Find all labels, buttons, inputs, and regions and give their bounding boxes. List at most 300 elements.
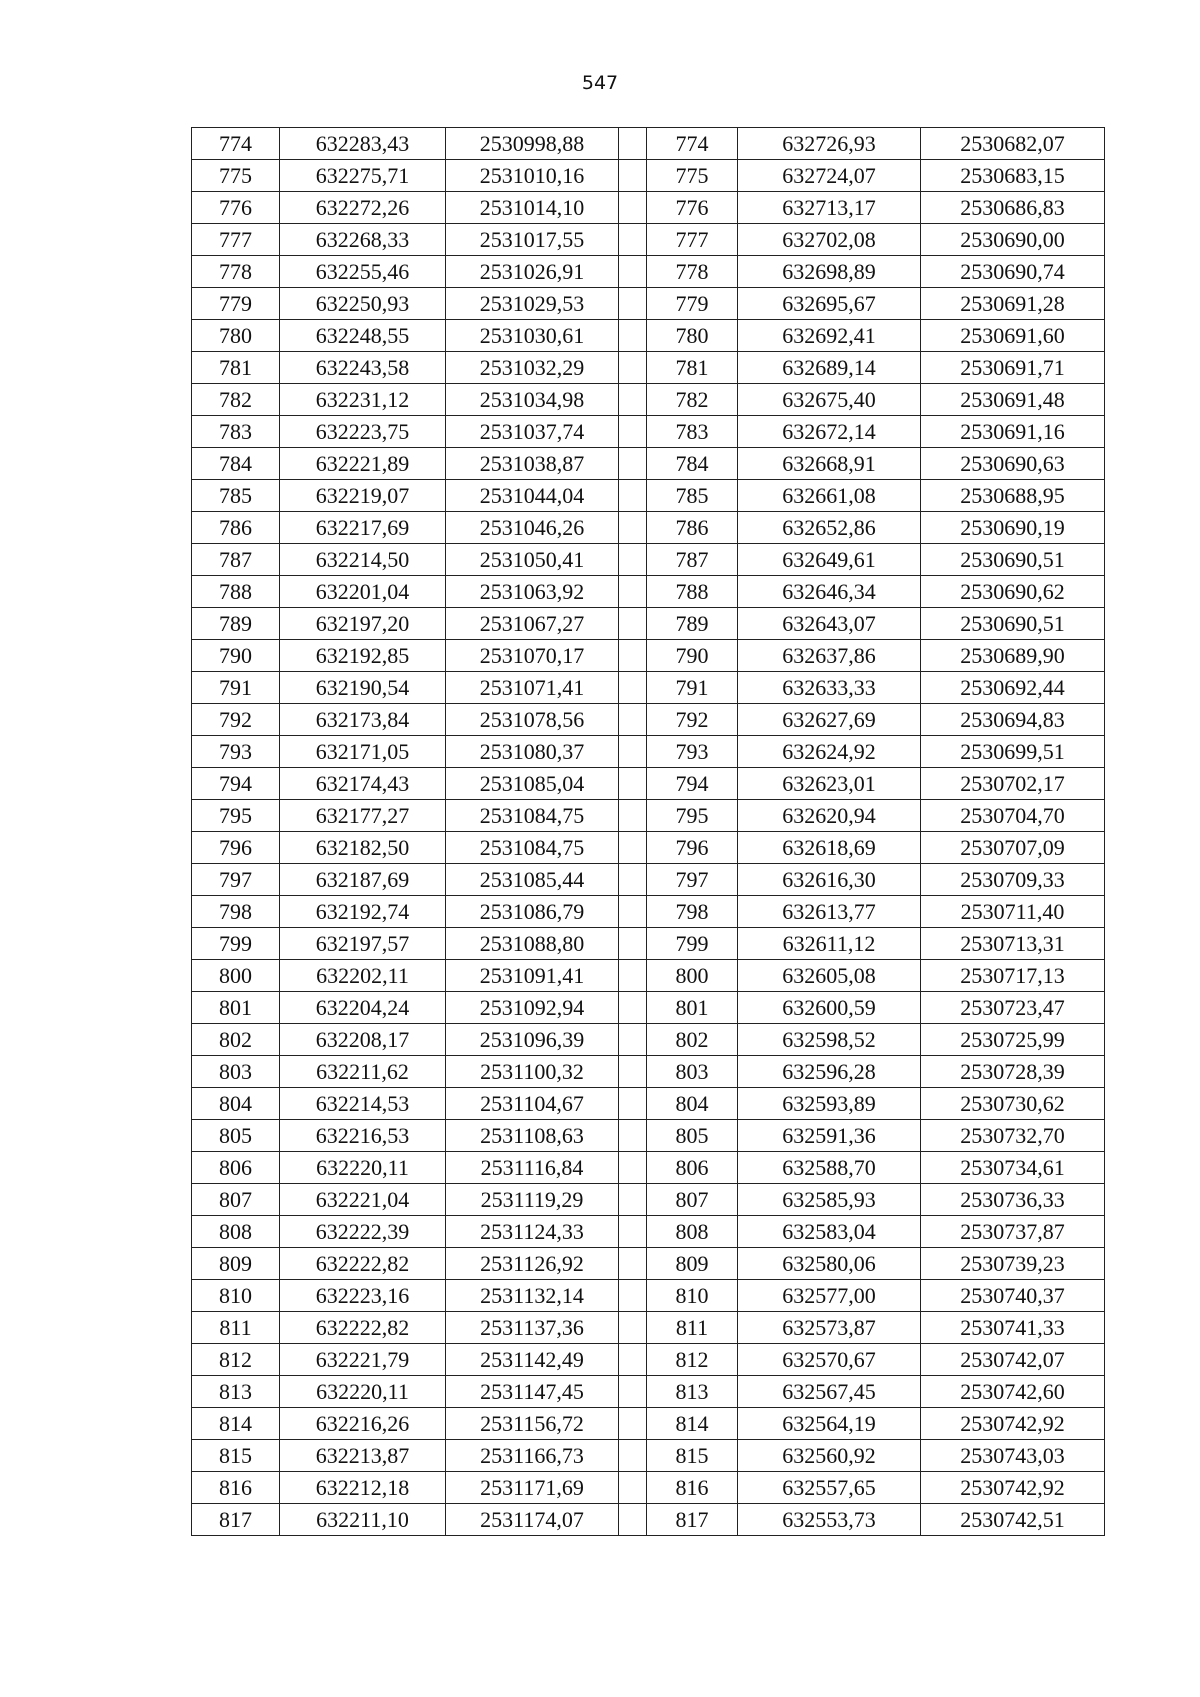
spacer-cell: [619, 544, 647, 576]
table-row: [192, 448, 1105, 480]
left-x-coordinate: 632211,62: [280, 1056, 446, 1088]
left-y-coordinate: 2531078,56: [446, 704, 619, 736]
left-y-coordinate: 2531026,91: [446, 256, 619, 288]
spacer-cell: [619, 800, 647, 832]
left-point-number: 813: [192, 1376, 280, 1408]
right-x-coordinate: 632695,67: [738, 288, 921, 320]
table-row: [192, 1344, 1105, 1376]
left-y-coordinate: 2531142,49: [446, 1344, 619, 1376]
right-point-number: 778: [647, 256, 738, 288]
right-y-coordinate: 2530743,03: [921, 1440, 1105, 1472]
table-row: [192, 960, 1105, 992]
right-x-coordinate: 632672,14: [738, 416, 921, 448]
right-point-number: 817: [647, 1504, 738, 1536]
left-y-coordinate: 2531156,72: [446, 1408, 619, 1440]
right-y-coordinate: 2530690,51: [921, 544, 1105, 576]
right-x-coordinate: 632570,67: [738, 1344, 921, 1376]
table-row: [192, 384, 1105, 416]
left-point-number: 782: [192, 384, 280, 416]
left-x-coordinate: 632216,26: [280, 1408, 446, 1440]
spacer-cell: [619, 960, 647, 992]
right-y-coordinate: 2530742,92: [921, 1472, 1105, 1504]
left-x-coordinate: 632283,43: [280, 128, 446, 160]
right-point-number: 801: [647, 992, 738, 1024]
right-y-coordinate: 2530702,17: [921, 768, 1105, 800]
right-x-coordinate: 632567,45: [738, 1376, 921, 1408]
right-x-coordinate: 632583,04: [738, 1216, 921, 1248]
spacer-cell: [619, 128, 647, 160]
spacer-cell: [619, 1376, 647, 1408]
table-row: [192, 1472, 1105, 1504]
left-point-number: 816: [192, 1472, 280, 1504]
table-row: [192, 256, 1105, 288]
right-y-coordinate: 2530690,00: [921, 224, 1105, 256]
left-point-number: 794: [192, 768, 280, 800]
spacer-cell: [619, 576, 647, 608]
right-point-number: 797: [647, 864, 738, 896]
right-y-coordinate: 2530689,90: [921, 640, 1105, 672]
left-y-coordinate: 2531171,69: [446, 1472, 619, 1504]
table-row: [192, 1152, 1105, 1184]
right-y-coordinate: 2530741,33: [921, 1312, 1105, 1344]
left-x-coordinate: 632211,10: [280, 1504, 446, 1536]
left-x-coordinate: 632222,82: [280, 1248, 446, 1280]
table-row: [192, 1440, 1105, 1472]
right-y-coordinate: 2530694,83: [921, 704, 1105, 736]
right-point-number: 805: [647, 1120, 738, 1152]
table-row: [192, 512, 1105, 544]
left-x-coordinate: 632231,12: [280, 384, 446, 416]
table-row: [192, 1216, 1105, 1248]
spacer-cell: [619, 1440, 647, 1472]
left-y-coordinate: 2531100,32: [446, 1056, 619, 1088]
right-x-coordinate: 632591,36: [738, 1120, 921, 1152]
left-y-coordinate: 2531086,79: [446, 896, 619, 928]
table-row: [192, 640, 1105, 672]
left-y-coordinate: 2531166,73: [446, 1440, 619, 1472]
right-point-number: 811: [647, 1312, 738, 1344]
right-point-number: 800: [647, 960, 738, 992]
right-x-coordinate: 632627,69: [738, 704, 921, 736]
right-point-number: 812: [647, 1344, 738, 1376]
left-y-coordinate: 2531147,45: [446, 1376, 619, 1408]
left-x-coordinate: 632222,82: [280, 1312, 446, 1344]
right-x-coordinate: 632702,08: [738, 224, 921, 256]
right-y-coordinate: 2530692,44: [921, 672, 1105, 704]
right-x-coordinate: 632643,07: [738, 608, 921, 640]
table-row: [192, 1312, 1105, 1344]
right-x-coordinate: 632557,65: [738, 1472, 921, 1504]
left-x-coordinate: 632222,39: [280, 1216, 446, 1248]
right-point-number: 784: [647, 448, 738, 480]
left-y-coordinate: 2531067,27: [446, 608, 619, 640]
spacer-cell: [619, 1408, 647, 1440]
right-y-coordinate: 2530691,16: [921, 416, 1105, 448]
spacer-cell: [619, 928, 647, 960]
left-x-coordinate: 632268,33: [280, 224, 446, 256]
left-point-number: 800: [192, 960, 280, 992]
left-point-number: 806: [192, 1152, 280, 1184]
spacer-cell: [619, 448, 647, 480]
right-point-number: 814: [647, 1408, 738, 1440]
left-point-number: 799: [192, 928, 280, 960]
right-x-coordinate: 632646,34: [738, 576, 921, 608]
right-x-coordinate: 632726,93: [738, 128, 921, 160]
right-point-number: 787: [647, 544, 738, 576]
left-point-number: 785: [192, 480, 280, 512]
coordinates-table: [191, 127, 1105, 1536]
table-row: [192, 1248, 1105, 1280]
left-y-coordinate: 2531071,41: [446, 672, 619, 704]
spacer-cell: [619, 608, 647, 640]
left-point-number: 792: [192, 704, 280, 736]
right-point-number: 789: [647, 608, 738, 640]
spacer-cell: [619, 832, 647, 864]
right-point-number: 782: [647, 384, 738, 416]
left-x-coordinate: 632248,55: [280, 320, 446, 352]
table-row: [192, 320, 1105, 352]
table-row: [192, 832, 1105, 864]
table-row: [192, 192, 1105, 224]
table-row: [192, 704, 1105, 736]
left-y-coordinate: 2531132,14: [446, 1280, 619, 1312]
left-point-number: 812: [192, 1344, 280, 1376]
right-y-coordinate: 2530690,62: [921, 576, 1105, 608]
right-x-coordinate: 632580,06: [738, 1248, 921, 1280]
right-y-coordinate: 2530686,83: [921, 192, 1105, 224]
right-y-coordinate: 2530691,28: [921, 288, 1105, 320]
left-y-coordinate: 2531050,41: [446, 544, 619, 576]
table-row: [192, 864, 1105, 896]
right-x-coordinate: 632564,19: [738, 1408, 921, 1440]
left-y-coordinate: 2531085,04: [446, 768, 619, 800]
right-point-number: 802: [647, 1024, 738, 1056]
left-y-coordinate: 2531014,10: [446, 192, 619, 224]
spacer-cell: [619, 1280, 647, 1312]
right-point-number: 783: [647, 416, 738, 448]
left-point-number: 791: [192, 672, 280, 704]
right-x-coordinate: 632577,00: [738, 1280, 921, 1312]
right-y-coordinate: 2530711,40: [921, 896, 1105, 928]
right-x-coordinate: 632573,87: [738, 1312, 921, 1344]
right-x-coordinate: 632593,89: [738, 1088, 921, 1120]
right-point-number: 798: [647, 896, 738, 928]
left-y-coordinate: 2531174,07: [446, 1504, 619, 1536]
left-point-number: 776: [192, 192, 280, 224]
spacer-cell: [619, 1312, 647, 1344]
left-point-number: 786: [192, 512, 280, 544]
right-x-coordinate: 632633,33: [738, 672, 921, 704]
left-y-coordinate: 2531070,17: [446, 640, 619, 672]
spacer-cell: [619, 672, 647, 704]
left-x-coordinate: 632213,87: [280, 1440, 446, 1472]
right-x-coordinate: 632618,69: [738, 832, 921, 864]
right-point-number: 780: [647, 320, 738, 352]
right-y-coordinate: 2530690,74: [921, 256, 1105, 288]
right-x-coordinate: 632689,14: [738, 352, 921, 384]
spacer-cell: [619, 1056, 647, 1088]
spacer-cell: [619, 1248, 647, 1280]
left-y-coordinate: 2531038,87: [446, 448, 619, 480]
spacer-cell: [619, 1152, 647, 1184]
right-y-coordinate: 2530704,70: [921, 800, 1105, 832]
left-y-coordinate: 2531104,67: [446, 1088, 619, 1120]
right-x-coordinate: 632713,17: [738, 192, 921, 224]
left-x-coordinate: 632243,58: [280, 352, 446, 384]
left-point-number: 802: [192, 1024, 280, 1056]
left-y-coordinate: 2531124,33: [446, 1216, 619, 1248]
left-x-coordinate: 632192,85: [280, 640, 446, 672]
spacer-cell: [619, 736, 647, 768]
spacer-cell: [619, 192, 647, 224]
table-row: [192, 992, 1105, 1024]
right-point-number: 776: [647, 192, 738, 224]
right-y-coordinate: 2530740,37: [921, 1280, 1105, 1312]
right-y-coordinate: 2530728,39: [921, 1056, 1105, 1088]
spacer-cell: [619, 1088, 647, 1120]
right-point-number: 794: [647, 768, 738, 800]
table-row: [192, 608, 1105, 640]
right-x-coordinate: 632661,08: [738, 480, 921, 512]
right-y-coordinate: 2530742,92: [921, 1408, 1105, 1440]
spacer-cell: [619, 416, 647, 448]
left-point-number: 784: [192, 448, 280, 480]
left-y-coordinate: 2531046,26: [446, 512, 619, 544]
left-y-coordinate: 2531108,63: [446, 1120, 619, 1152]
right-point-number: 779: [647, 288, 738, 320]
spacer-cell: [619, 1472, 647, 1504]
right-x-coordinate: 632585,93: [738, 1184, 921, 1216]
right-point-number: 810: [647, 1280, 738, 1312]
right-x-coordinate: 632620,94: [738, 800, 921, 832]
left-x-coordinate: 632223,16: [280, 1280, 446, 1312]
left-y-coordinate: 2531085,44: [446, 864, 619, 896]
right-y-coordinate: 2530688,95: [921, 480, 1105, 512]
left-y-coordinate: 2531084,75: [446, 832, 619, 864]
left-point-number: 814: [192, 1408, 280, 1440]
table-row: [192, 896, 1105, 928]
left-y-coordinate: 2530998,88: [446, 128, 619, 160]
left-x-coordinate: 632212,18: [280, 1472, 446, 1504]
table-row: [192, 1376, 1105, 1408]
right-y-coordinate: 2530691,60: [921, 320, 1105, 352]
left-x-coordinate: 632171,05: [280, 736, 446, 768]
left-point-number: 775: [192, 160, 280, 192]
right-point-number: 807: [647, 1184, 738, 1216]
right-point-number: 775: [647, 160, 738, 192]
left-point-number: 793: [192, 736, 280, 768]
right-point-number: 791: [647, 672, 738, 704]
left-point-number: 804: [192, 1088, 280, 1120]
left-x-coordinate: 632221,79: [280, 1344, 446, 1376]
left-x-coordinate: 632208,17: [280, 1024, 446, 1056]
right-x-coordinate: 632588,70: [738, 1152, 921, 1184]
spacer-cell: [619, 864, 647, 896]
left-y-coordinate: 2531126,92: [446, 1248, 619, 1280]
left-y-coordinate: 2531030,61: [446, 320, 619, 352]
table-row: [192, 1280, 1105, 1312]
left-x-coordinate: 632201,04: [280, 576, 446, 608]
coordinates-table-body: [192, 128, 1105, 1536]
spacer-cell: [619, 288, 647, 320]
left-point-number: 808: [192, 1216, 280, 1248]
table-row: [192, 1024, 1105, 1056]
right-y-coordinate: 2530690,63: [921, 448, 1105, 480]
table-row: [192, 128, 1105, 160]
left-point-number: 783: [192, 416, 280, 448]
left-y-coordinate: 2531088,80: [446, 928, 619, 960]
left-x-coordinate: 632174,43: [280, 768, 446, 800]
left-x-coordinate: 632202,11: [280, 960, 446, 992]
right-point-number: 777: [647, 224, 738, 256]
right-point-number: 792: [647, 704, 738, 736]
spacer-cell: [619, 512, 647, 544]
left-y-coordinate: 2531037,74: [446, 416, 619, 448]
table-row: [192, 1504, 1105, 1536]
left-y-coordinate: 2531017,55: [446, 224, 619, 256]
table-row: [192, 1408, 1105, 1440]
left-x-coordinate: 632221,89: [280, 448, 446, 480]
left-point-number: 778: [192, 256, 280, 288]
table-row: [192, 1056, 1105, 1088]
left-point-number: 810: [192, 1280, 280, 1312]
right-point-number: 799: [647, 928, 738, 960]
right-y-coordinate: 2530739,23: [921, 1248, 1105, 1280]
left-x-coordinate: 632217,69: [280, 512, 446, 544]
right-point-number: 774: [647, 128, 738, 160]
spacer-cell: [619, 1344, 647, 1376]
right-y-coordinate: 2530736,33: [921, 1184, 1105, 1216]
right-y-coordinate: 2530734,61: [921, 1152, 1105, 1184]
spacer-cell: [619, 768, 647, 800]
left-x-coordinate: 632221,04: [280, 1184, 446, 1216]
right-y-coordinate: 2530707,09: [921, 832, 1105, 864]
right-x-coordinate: 632724,07: [738, 160, 921, 192]
left-y-coordinate: 2531032,29: [446, 352, 619, 384]
spacer-cell: [619, 384, 647, 416]
right-x-coordinate: 632692,41: [738, 320, 921, 352]
right-x-coordinate: 632668,91: [738, 448, 921, 480]
right-point-number: 808: [647, 1216, 738, 1248]
left-x-coordinate: 632220,11: [280, 1152, 446, 1184]
right-y-coordinate: 2530691,48: [921, 384, 1105, 416]
left-point-number: 809: [192, 1248, 280, 1280]
table-row: [192, 800, 1105, 832]
left-point-number: 780: [192, 320, 280, 352]
right-y-coordinate: 2530690,51: [921, 608, 1105, 640]
left-point-number: 811: [192, 1312, 280, 1344]
left-point-number: 790: [192, 640, 280, 672]
left-y-coordinate: 2531091,41: [446, 960, 619, 992]
left-x-coordinate: 632197,20: [280, 608, 446, 640]
left-point-number: 797: [192, 864, 280, 896]
left-point-number: 798: [192, 896, 280, 928]
left-point-number: 805: [192, 1120, 280, 1152]
spacer-cell: [619, 1120, 647, 1152]
right-y-coordinate: 2530723,47: [921, 992, 1105, 1024]
left-y-coordinate: 2531084,75: [446, 800, 619, 832]
right-x-coordinate: 632698,89: [738, 256, 921, 288]
left-x-coordinate: 632173,84: [280, 704, 446, 736]
left-y-coordinate: 2531096,39: [446, 1024, 619, 1056]
table-row: [192, 672, 1105, 704]
right-point-number: 816: [647, 1472, 738, 1504]
table-row: [192, 480, 1105, 512]
table-row: [192, 352, 1105, 384]
spacer-cell: [619, 160, 647, 192]
right-x-coordinate: 632652,86: [738, 512, 921, 544]
right-point-number: 781: [647, 352, 738, 384]
table-row: [192, 768, 1105, 800]
right-x-coordinate: 632624,92: [738, 736, 921, 768]
page-number: 547: [581, 72, 619, 94]
right-x-coordinate: 632596,28: [738, 1056, 921, 1088]
spacer-cell: [619, 992, 647, 1024]
left-y-coordinate: 2531119,29: [446, 1184, 619, 1216]
left-point-number: 777: [192, 224, 280, 256]
right-x-coordinate: 632616,30: [738, 864, 921, 896]
spacer-cell: [619, 1504, 647, 1536]
right-x-coordinate: 632605,08: [738, 960, 921, 992]
table-row: [192, 736, 1105, 768]
left-y-coordinate: 2531137,36: [446, 1312, 619, 1344]
left-x-coordinate: 632214,50: [280, 544, 446, 576]
right-point-number: 793: [647, 736, 738, 768]
table-row: [192, 1088, 1105, 1120]
left-point-number: 788: [192, 576, 280, 608]
right-point-number: 803: [647, 1056, 738, 1088]
left-y-coordinate: 2531080,37: [446, 736, 619, 768]
left-y-coordinate: 2531116,84: [446, 1152, 619, 1184]
right-y-coordinate: 2530699,51: [921, 736, 1105, 768]
left-x-coordinate: 632182,50: [280, 832, 446, 864]
left-x-coordinate: 632275,71: [280, 160, 446, 192]
spacer-cell: [619, 1024, 647, 1056]
right-point-number: 785: [647, 480, 738, 512]
left-y-coordinate: 2531063,92: [446, 576, 619, 608]
left-y-coordinate: 2531034,98: [446, 384, 619, 416]
right-y-coordinate: 2530725,99: [921, 1024, 1105, 1056]
right-y-coordinate: 2530742,51: [921, 1504, 1105, 1536]
right-y-coordinate: 2530683,15: [921, 160, 1105, 192]
left-x-coordinate: 632192,74: [280, 896, 446, 928]
left-x-coordinate: 632219,07: [280, 480, 446, 512]
left-x-coordinate: 632223,75: [280, 416, 446, 448]
spacer-cell: [619, 896, 647, 928]
right-point-number: 815: [647, 1440, 738, 1472]
right-x-coordinate: 632623,01: [738, 768, 921, 800]
right-point-number: 804: [647, 1088, 738, 1120]
left-x-coordinate: 632214,53: [280, 1088, 446, 1120]
right-x-coordinate: 632600,59: [738, 992, 921, 1024]
table-row: [192, 1184, 1105, 1216]
left-x-coordinate: 632197,57: [280, 928, 446, 960]
table-row: [192, 576, 1105, 608]
spacer-cell: [619, 224, 647, 256]
right-y-coordinate: 2530691,71: [921, 352, 1105, 384]
right-point-number: 788: [647, 576, 738, 608]
left-point-number: 779: [192, 288, 280, 320]
left-point-number: 796: [192, 832, 280, 864]
left-point-number: 789: [192, 608, 280, 640]
right-point-number: 809: [647, 1248, 738, 1280]
left-point-number: 817: [192, 1504, 280, 1536]
right-y-coordinate: 2530730,62: [921, 1088, 1105, 1120]
right-x-coordinate: 632675,40: [738, 384, 921, 416]
spacer-cell: [619, 320, 647, 352]
left-point-number: 803: [192, 1056, 280, 1088]
right-y-coordinate: 2530742,07: [921, 1344, 1105, 1376]
